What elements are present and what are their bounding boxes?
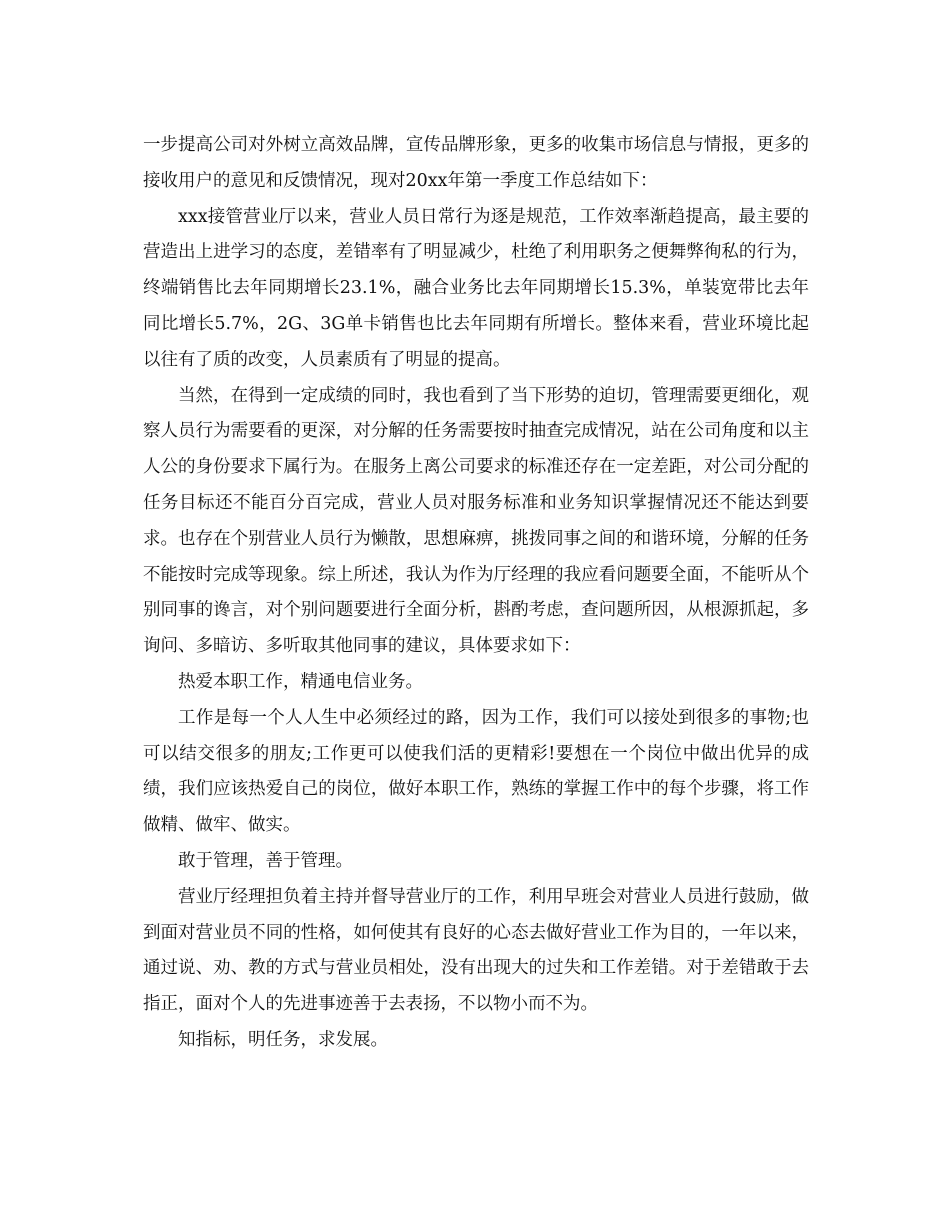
paragraph-work: 工作是每一个人人生中必须经过的路，因为工作，我们可以接处到很多的事物;也可以结交很多的朋友;工作更可以使我们活的更精彩!要想在一个岗位中做出优异的成绩，我们应该热爱自己的岗位，做好本职工作，熟练的掌握工作中的每个步骤，将工作做精、做牢、做实。 xyxy=(143,707,809,836)
section-heading: 热爱本职工作，精通电信业务。 xyxy=(178,671,423,692)
paragraph-results: xxx接管营业厅以来，营业人员日常行为逐是规范，工作效率渐趋提高，最主要的营造出上进学习的态度，差错率有了明显减少，杜绝了利用职务之便舞弊徇私的行为，终端销售比去年同期增长23.1%，融合业务比去年同期增长15.3%，单装宽带比去年同比增长5.7%，2G、3G单卡销售也比去年同期有所增长。整体来看，营业环境比起以往有了质的改变，人员素质有了明显的提高。 xyxy=(143,206,809,370)
document-body xyxy=(143,128,809,1059)
paragraph-intro: 一步提高公司对外树立高效品牌，宣传品牌形象，更多的收集市场信息与情报，更多的接收用户的意见和反馈情况，现对20xx年第一季度工作总结如下： xyxy=(143,135,809,191)
section-heading: 敢于管理，善于管理。 xyxy=(178,850,353,871)
section-heading: 知指标，明任务，求发展。 xyxy=(178,1029,388,1050)
paragraph-problems: 当然，在得到一定成绩的同时，我也看到了当下形势的迫切，管理需要更细化，观察人员行为需要看的更深，对分解的任务需要按时抽查完成情况，站在公司角度和以主人公的身份要求下属行为。在服务上离公司要求的标准还存在一定差距，对公司分配的任务目标还不能百分百完成，营业人员对服务标准和业务知识掌握情况还不能达到要求。也存在个别营业人员行为懒散，思想麻痹，挑拨同事之间的和谐环境，分解的任务不能按时完成等现象。综上所述，我认为作为厅经理的我应看问题要全面，不能听从个别同事的谗言，对个别问题要进行全面分析，斟酌考虑，查问题所因，从根源抓起，多询问、多暗访、多听取其他同事的建议，具体要求如下： xyxy=(143,385,809,657)
paragraph-management: 营业厅经理担负着主持并督导营业厅的工作，利用早班会对营业人员进行鼓励，做到面对营业员不同的性格，如何使其有良好的心态去做好营业工作为目的，一年以来，通过说、劝、教的方式与营业员相处，没有出现大的过失和工作差错。对于差错敢于去指正，面对个人的先进事迹善于去表扬，不以物小而不为。 xyxy=(143,886,809,1015)
